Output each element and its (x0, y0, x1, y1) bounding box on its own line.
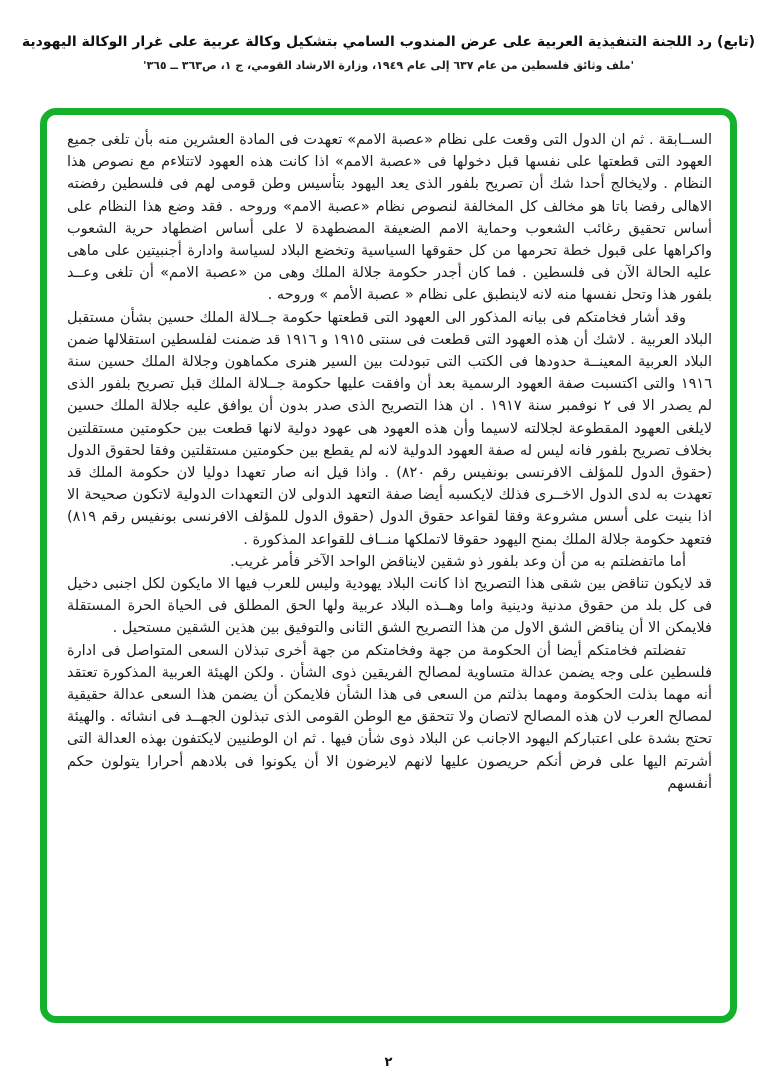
text-frame-border (40, 108, 737, 1023)
page-title: (تابع) رد اللجنة التنفيذية العربية على عرض المندوب السامي بتشكيل وكالة عربية على غرار الوكالة اليهودية (21, 34, 756, 50)
body-paragraph-continuation: الســابقة . ثم ان الدول التى وقعت على نظام «عصبة الامم» تعهدت فى المادة العشرين منه بأن تلغى جميع العهود التى قطعتها على نفسها قبل دخولها فى «عصبة الامم» اذا كانت هذه العهود لاتتلاءم مع نصوص هذا النظام . ولايخالج أحدا شك أن تصريح بلفور الذى يعد اليهود بتأسيس وطن قومى لهم فى فلسطين رفضته الاهالى رفضا باتا هو مخالف كل المخالفة لنصوص نظام «عصبة الامم» وروحه . فقد وضع هذا النظام على أساس تحقيق رغائب الشعوب وحماية الامم الضعيفة المضطهدة لا على أساس اضطهاد حرية الشعوب واكراهها على قبول خطة تحرمها من كل حقوقها السياسية وتخضع البلاد لسياسة وادارة أجنبيتين على ماهى عليه الحالة الآن فى فلسطين . فما كان أجدر حكومة جلالة الملك وهى من «عصبة الامم» أن تلغى وعــد بلفور هذا وتحل نفسها منه لانه لاينطبق على نظام « عصبة الأمم » وروحه . (67, 132, 712, 304)
page-number: ٢ (384, 1055, 393, 1070)
body-paragraph: تفضلتم فخامتكم أيضا أن الحكومة من جهة وفخامتكم من جهة أخرى تبذلان السعى المتواصل فى ادارة فلسطين على وجه يضمن عدالة متساوية لمصالح الفريقين ذوى الشأن . ولكن الهيئة العربية المذكورة تعتقد أنه مهما بذلت الحكومة ومهما بذلتم من السعى فى هذا الشأن فلايمكن أن يضمن هذا السعى عدالة حقيقية لمصالح العرب لان هذه المصالح لاتصان ولا تتحقق مع الوطن القومى الذى تبذلون الجهــد فى انشائه . والهيئة تحتج بشدة على اعتباركم اليهود الاجانب عن البلاد ذوى شأن فيها . ثم ان الوطنيين لايكتفون بهذه العدالة التى أشرتم اليها على فرض أنكم حريصون عليها لانهم لايرضون الا أن يكونوا فى بلادهم أحرارا يتولون حكم أنفسهم (67, 642, 712, 792)
document-header (0, 34, 777, 72)
body-paragraph: قد لايكون تناقض بين شقى هذا التصريح اذا كانت البلاد يهودية وليس للعرب فيها الا مايكون لكل اجنبى دخيل فى كل بلد من حقوق مدنية ودينية واما وهــذه البلاد عربية ولها الحق المطلق فى الحياة الحرة المستقلة فلايمكن الا أن يناقض الشق الاول من هذا التصريح الشق الثانى والتوفيق بين هذين الشقين مستحيل . (67, 576, 712, 637)
body-paragraph: أما ماتفضلتم به من أن وعد بلفور ذو شقين لايناقض الواحد الآخر فأمر غريب. (230, 553, 686, 570)
source-citation: 'ملف وثائق فلسطين من عام ٦٣٧ إلى عام ١٩٤٩، وزارة الارشاد القومي، ج ١، ص٣٦٣ ــ ٣٦٥' (143, 59, 634, 72)
body-paragraph: وقد أشار فخامتكم فى بيانه المذكور الى العهود التى قطعتها حكومة جــلالة الملك حسين بشأن مستقبل البلاد العربية . لاشك أن هذه العهود التى قطعت فى سنتى ١٩١٥ و ١٩١٦ قد ضمنت لفلسطين استقلالها ضمن البلاد العربية المعينــة حدودها فى الكتب التى تبودلت بين السير هنرى مكماهون وجلالة الملك حسين سنة ١٩١٦ والتى اكتسبت صفة العهود الرسمية بعد أن وافقت عليها حكومة جــلالة الملك قبل تصريح بلفور الذى لم يصدر الا فى ٢ نوفمبر سنة ١٩١٧ . ان هذا التصريح الذى صدر بدون أن يوافق عليه جلالة الملك حسين لايلغى العهود المقطوعة لجلالته لاسيما وأن هذه العهود هى عهود دولية لانها قطعت بين حكومتين مستقلتين بخلاف تصريح بلفور فانه ليس له صفة العهود الدولية لانه لم يقطع بين حكومتين مستقلتين وفقا لحقوق الدول (حقوق الدول للمؤلف الافرنسى بونفيس رقم ٨٢٠) . واذا قيل انه صار تعهدا دوليا لان حكومة الملك قد تعهدت به لدى الدول الاخــرى فذلك لايكسبه أيضا صفة التعهد الدولى لان التعهدات الدولية لاتكون صحيحة الا اذا بنيت على أسس مشروعة وفقا لقواعد حقوق الدول (حقوق الدول للمؤلف الافرنسى بونفيس رقم ٨١٩) فتعهد حكومة جلالة الملك بمنح اليهود حقوقا لاتملكها منــاف للقواعد المذكورة . (67, 309, 712, 548)
